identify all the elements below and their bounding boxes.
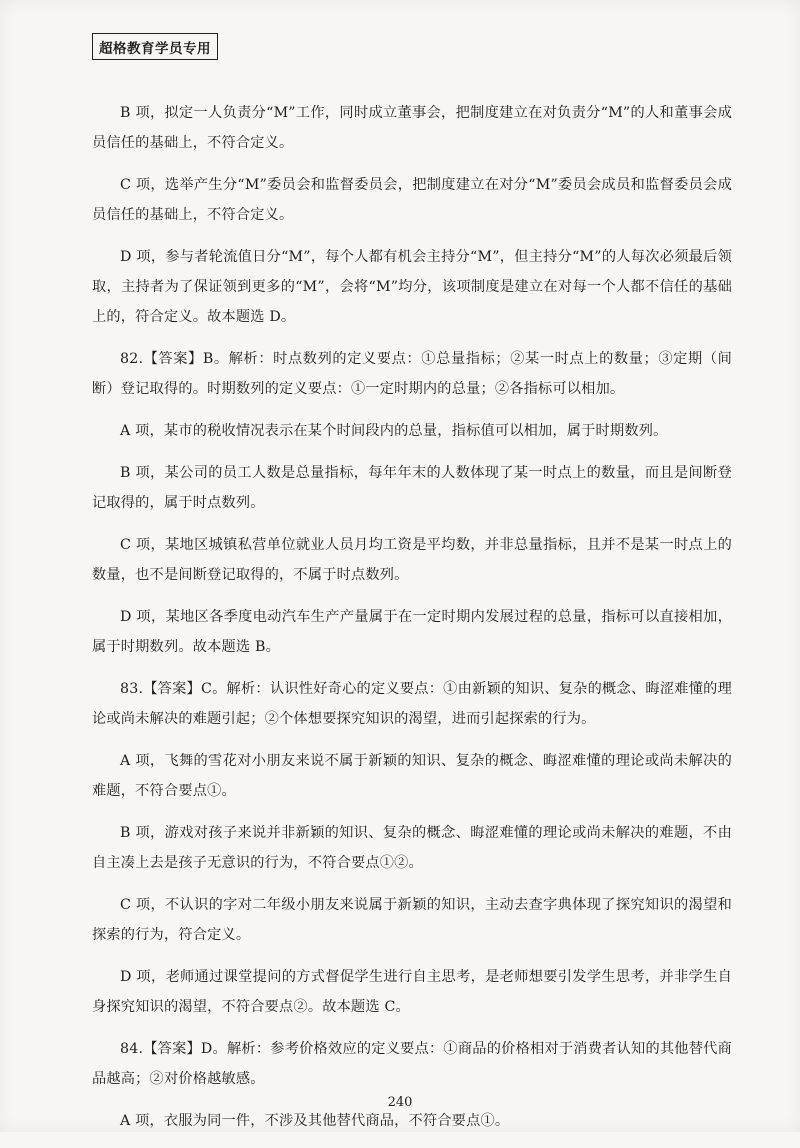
- paragraph-c-option-q83: C 项，不认识的字对二年级小朋友来说属于新颖的知识，主动去查字典体现了探究知识的渴望和探索的行为，符合定义。: [92, 897, 732, 943]
- paragraph-d-option-q81: D 项，参与者轮流值日分“M”，每个人都有机会主持分“M”，但主持分“M”的人每次必须最后领取，主持者为了保证领到更多的“M”，会将“M”均分，该项制度是建立在对每一个人都不信任的基础上的，符合定义。故本题选 D。: [92, 249, 732, 325]
- answer-82-analysis: 82.【答案】B。解析：时点数列的定义要点：①总量指标；②某一时点上的数量；③定期（间断）登记取得的。时期数列的定义要点：①一定时期内的总量；②各指标可以相加。: [92, 351, 732, 397]
- paragraph-a-option-q82: A 项，某市的税收情况表示在某个时间段内的总量，指标值可以相加，属于时期数列。: [120, 423, 668, 439]
- paragraph-a-option-q84: A 项，衣服为同一件，不涉及其他替代商品，不符合要点①。: [120, 1113, 510, 1129]
- page-number: 240: [387, 1095, 413, 1110]
- paragraph-b-option-q83: B 项，游戏对孩子来说并非新颖的知识、复杂的概念、晦涩难懂的理论或尚未解决的难题，不由自主凑上去是孩子无意识的行为，不符合要点①②。: [92, 825, 732, 871]
- paragraph-c-option-q81: C 项，选举产生分“M”委员会和监督委员会，把制度建立在对分“M”委员会成员和监督委员会成员信任的基础上，不符合定义。: [92, 177, 732, 223]
- paragraph-c-option-q82: C 项，某地区城镇私营单位就业人员月均工资是平均数，并非总量指标，且并不是某一时点上的数量，也不是间断登记取得的，不属于时点数列。: [92, 537, 732, 583]
- answer-84-analysis: 84.【答案】D。解析：参考价格效应的定义要点：①商品的价格相对于消费者认知的其他替代商品越高；②对价格越敏感。: [92, 1041, 732, 1087]
- paragraph-a-option-q83: A 项，飞舞的雪花对小朋友来说不属于新颖的知识、复杂的概念、晦涩难懂的理论或尚未解决的难题，不符合要点①。: [92, 753, 732, 799]
- paragraph-d-option-q83: D 项，老师通过课堂提问的方式督促学生进行自主思考，是老师想要引发学生思考，并非学生自身探究知识的渴望，不符合要点②。故本题选 C。: [92, 969, 732, 1015]
- paragraph-b-option-q81: B 项，拟定一人负责分“M”工作，同时成立董事会，把制度建立在对负责分“M”的人和董事会成员信任的基础上，不符合定义。: [92, 105, 732, 151]
- header-tag: 超格教育学员专用: [92, 33, 218, 60]
- answer-83-analysis: 83.【答案】C。解析：认识性好奇心的定义要点：①由新颖的知识、复杂的概念、晦涩难懂的理论或尚未解决的难题引起；②个体想要探究知识的渴望，进而引起探索的行为。: [92, 681, 732, 727]
- answer-explanations: [92, 98, 732, 1148]
- paragraph-d-option-q82: D 项，某地区各季度电动汽车生产产量属于在一定时期内发展过程的总量，指标可以直接相加，属于时期数列。故本题选 B。: [92, 609, 732, 655]
- paragraph-b-option-q82: B 项，某公司的员工人数是总量指标，每年年末的人数体现了某一时点上的数量，而且是间断登记取得的，属于时点数列。: [92, 465, 732, 511]
